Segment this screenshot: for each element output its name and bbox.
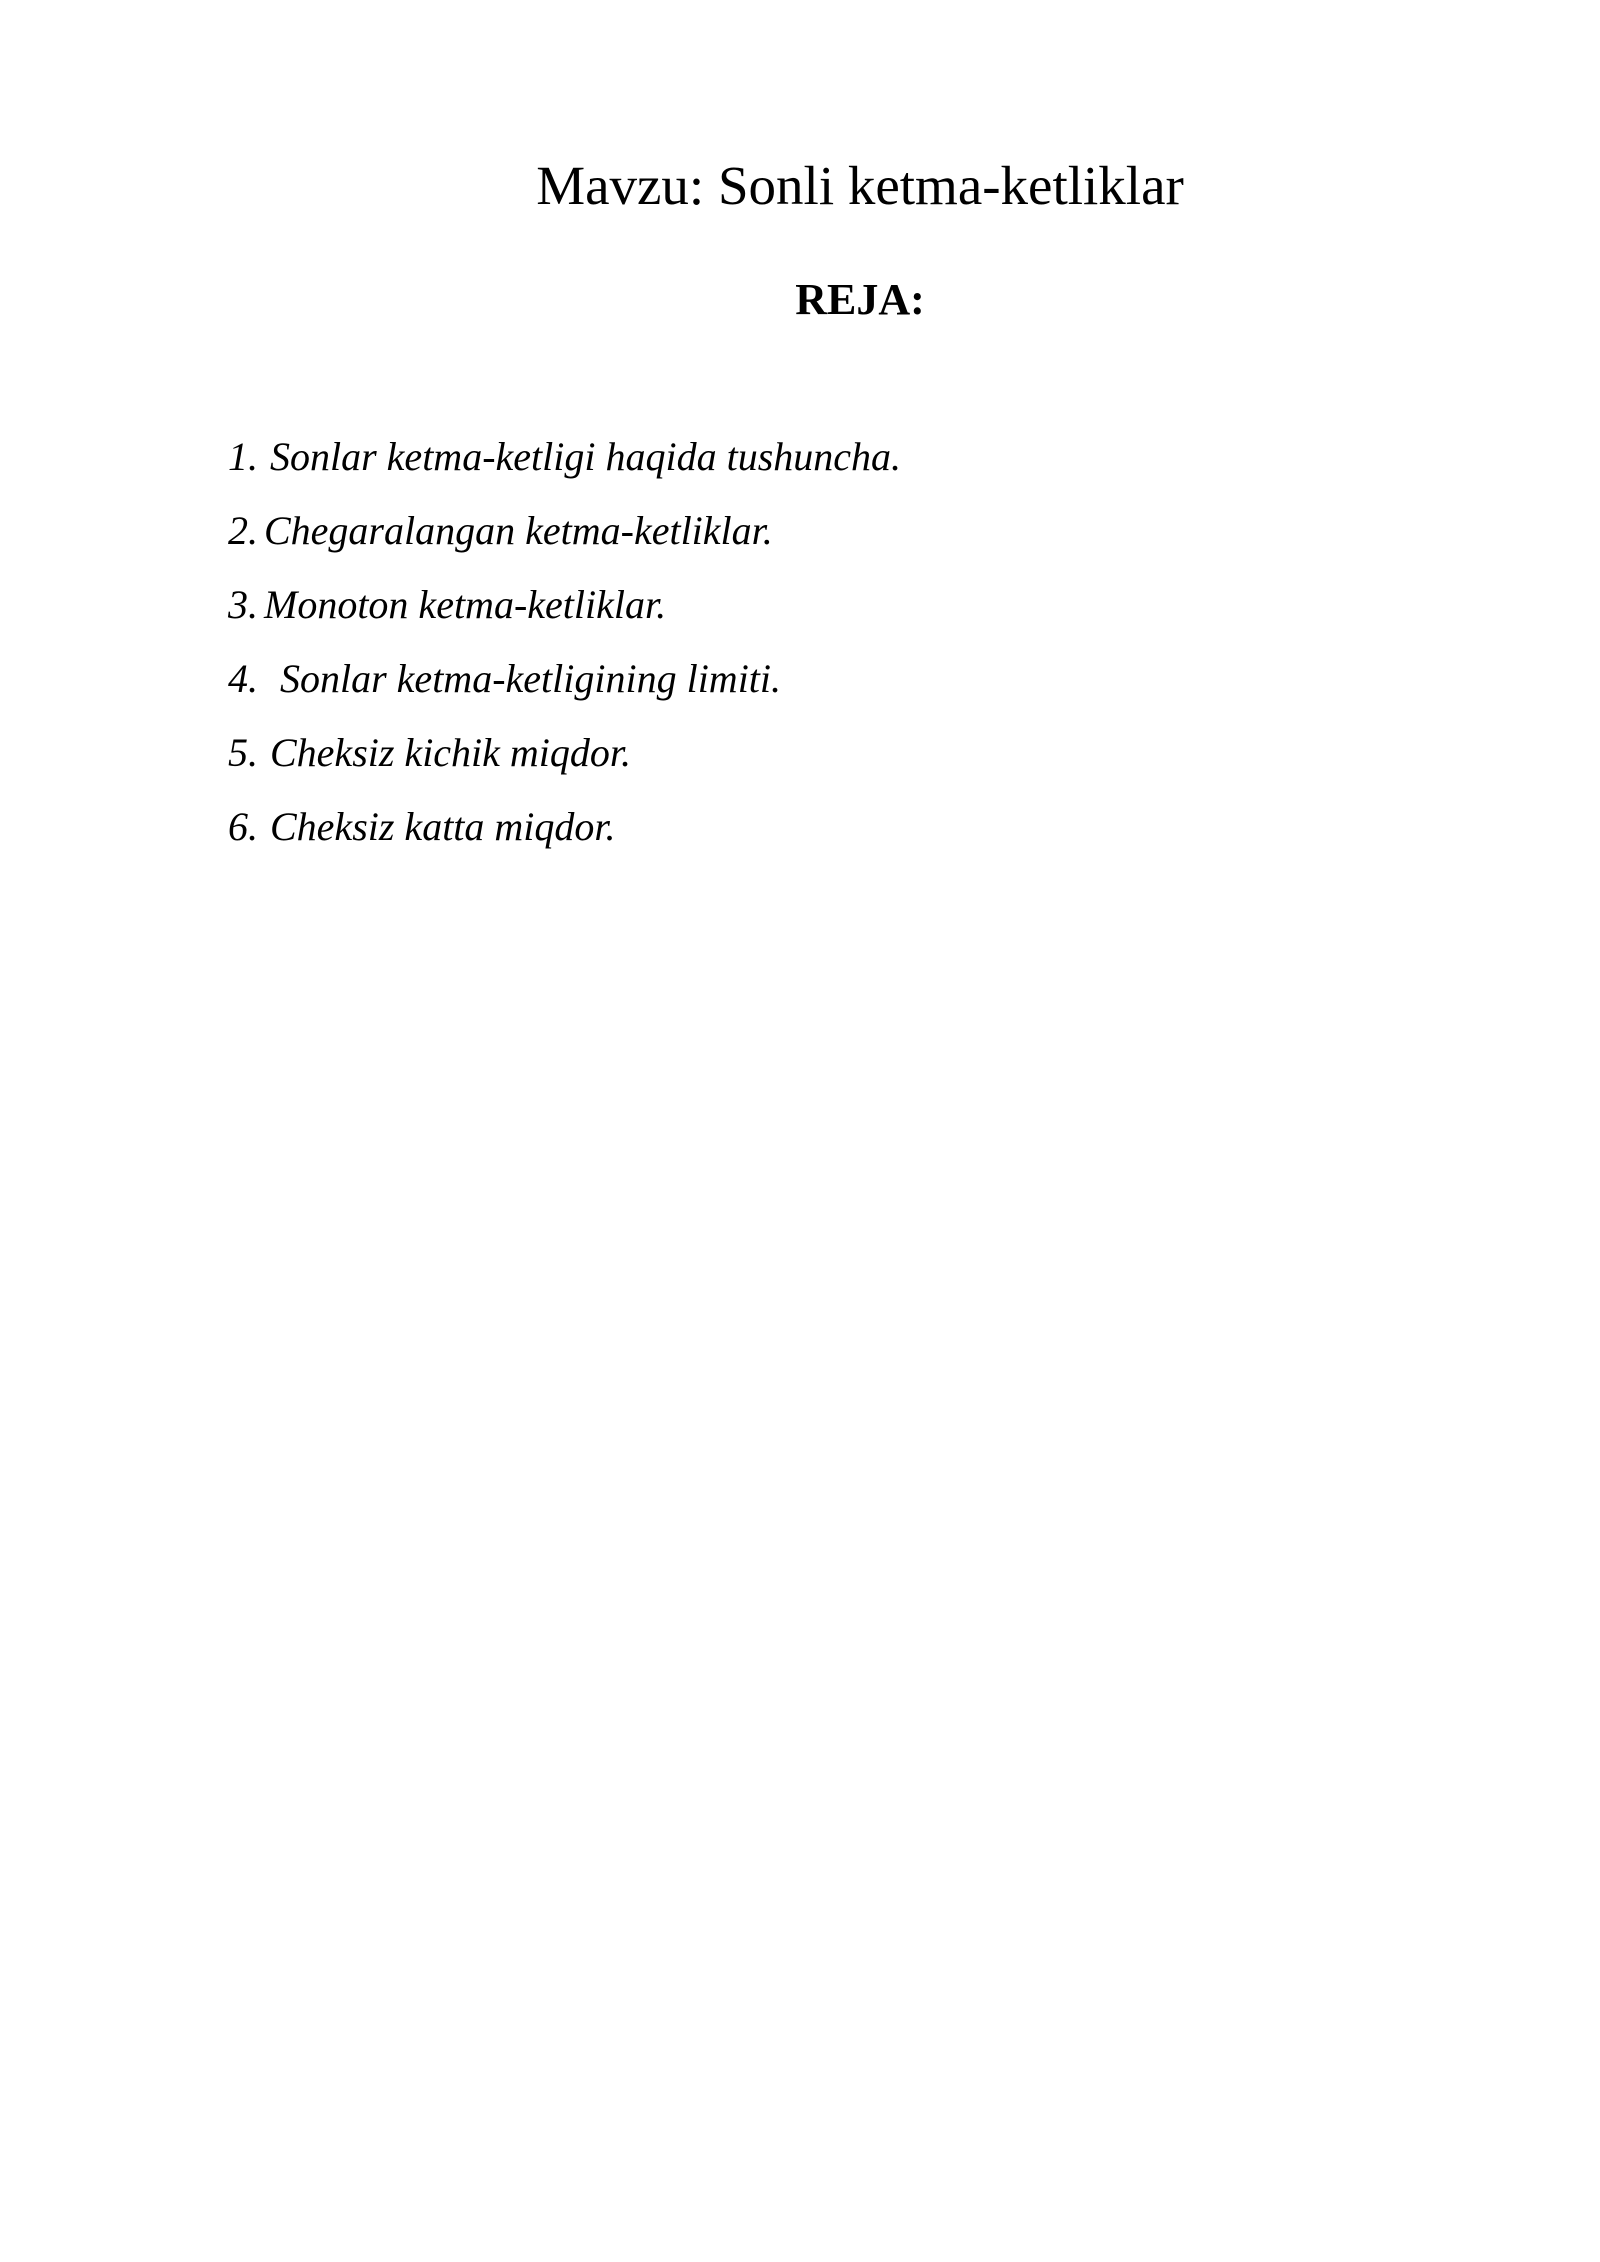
plan-item-6 [228, 790, 901, 864]
plan-item-3 [228, 568, 901, 642]
plan-item-text: Sonlar ketma-ketligining limiti. [280, 656, 782, 701]
plan-item-2 [228, 494, 901, 568]
page-title: Mavzu: Sonli ketma-ketliklar [536, 155, 1184, 216]
plan-item-number: 6. [228, 804, 258, 849]
plan-item-5 [228, 716, 901, 790]
plan-item-number: 2. [228, 508, 258, 553]
plan-item-text: Chegaralangan ketma-ketliklar. [264, 508, 773, 553]
plan-item-number: 3. [228, 582, 258, 627]
plan-item-text: Cheksiz kichik miqdor. [270, 730, 632, 775]
plan-item-number: 4. [228, 656, 258, 701]
plan-item-text: Sonlar ketma-ketligi haqida tushuncha. [270, 434, 902, 479]
plan-heading: REJA: [795, 275, 925, 324]
plan-item-1 [228, 420, 901, 494]
plan-item-4 [228, 642, 901, 716]
plan-item-number: 5. [228, 730, 258, 775]
plan-list [228, 420, 901, 864]
plan-item-text: Cheksiz katta miqdor. [270, 804, 616, 849]
plan-item-number: 1. [228, 434, 258, 479]
plan-item-text: Monoton ketma-ketliklar. [264, 582, 667, 627]
